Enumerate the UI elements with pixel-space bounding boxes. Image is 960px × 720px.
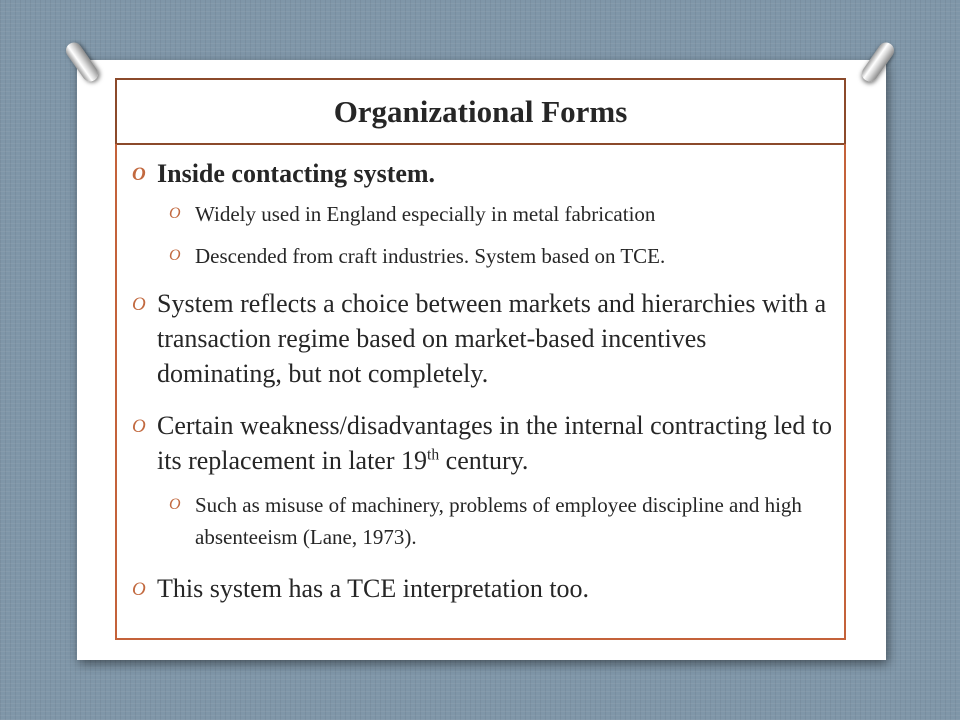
bullet-text: Inside contacting system. [157, 159, 436, 188]
slide-title: Organizational Forms [333, 93, 628, 129]
sub-bullet-item [169, 240, 835, 272]
bullet-text: Descended from craft industries. System based on TCE. [195, 244, 666, 268]
bullet-text: Certain weakness/disadvantages in the internal contracting led to its replacement in later 19 [157, 411, 833, 475]
sub-bullet-item [169, 198, 835, 230]
bullet-marker-icon: O [132, 294, 146, 315]
bullet-item [132, 286, 835, 391]
title-box [115, 78, 846, 145]
bullet-item [132, 408, 835, 478]
bullet-text: Such as misuse of machinery, problems of employee discipline and high absenteeism (Lane, 1973). [195, 493, 802, 549]
sub-bullet-item [169, 489, 835, 553]
bullet-marker-icon: O [169, 205, 181, 222]
bullet-item [132, 571, 835, 606]
bullet-item [132, 156, 827, 191]
bullet-text: This system has a TCE interpretation too. [157, 574, 590, 603]
bullet-marker-icon: O [169, 496, 181, 513]
bullet-text: century. [439, 446, 529, 475]
bullet-marker-icon: O [169, 247, 181, 264]
bullet-marker-icon: O [132, 416, 146, 437]
bullet-text: System reflects a choice between markets and hierarchies with a transaction regime based on market-based incentives dominating, but not completely. [157, 289, 827, 388]
content-box [115, 144, 846, 640]
bullet-text: Widely used in England especially in metal fabrication [195, 202, 656, 226]
bullet-marker-icon: O [132, 164, 146, 185]
bullet-marker-icon: O [132, 579, 146, 600]
superscript: th [427, 446, 440, 464]
